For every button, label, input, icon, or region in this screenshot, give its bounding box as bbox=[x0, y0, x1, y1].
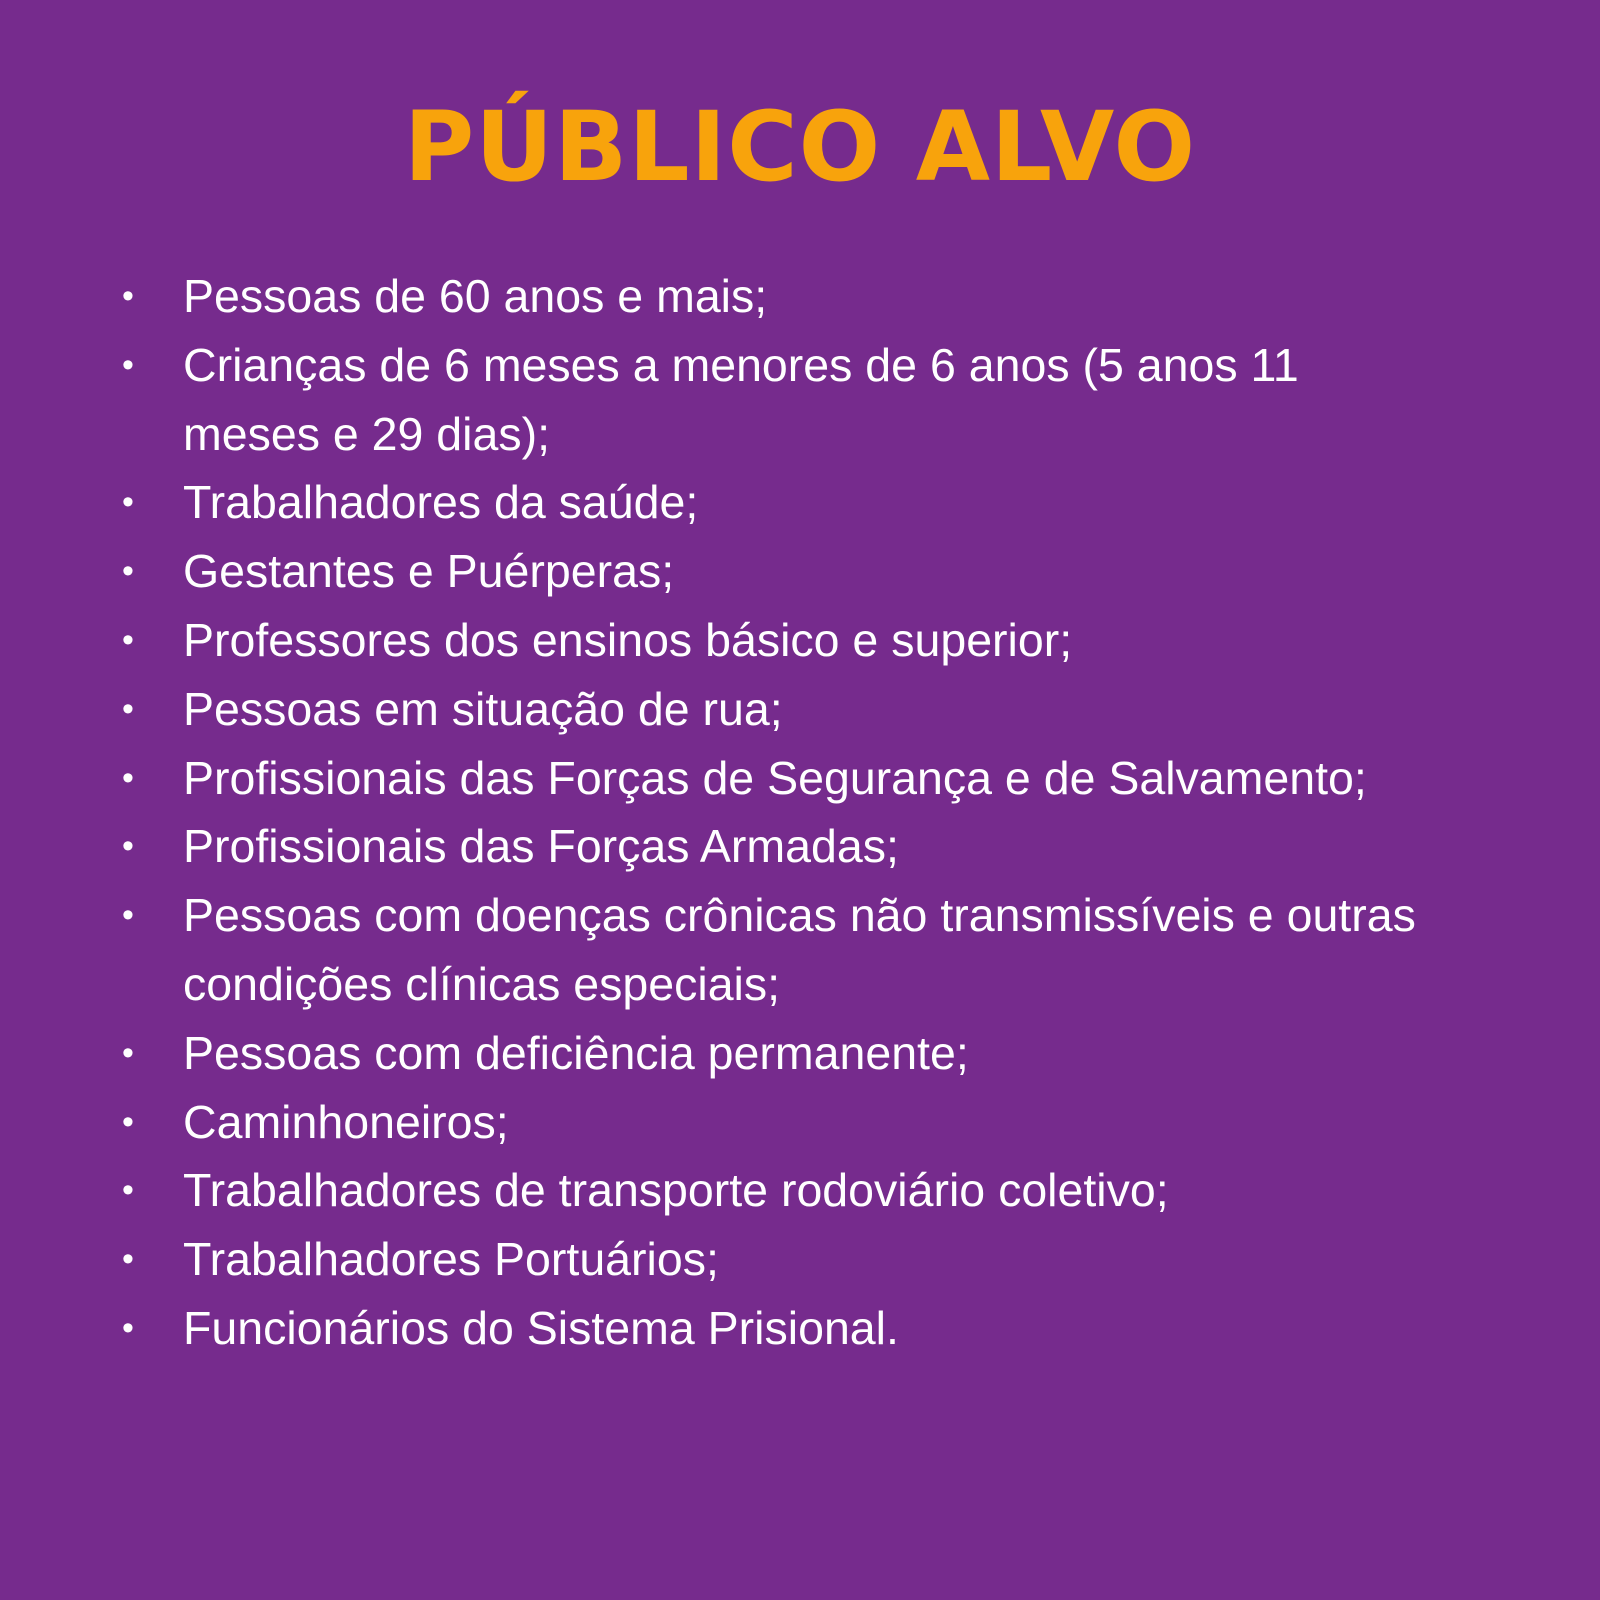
bullet-icon: • bbox=[122, 1171, 134, 1210]
list-item-text: Pessoas em situação de rua; bbox=[183, 682, 783, 735]
list-item bbox=[122, 1294, 1442, 1363]
list-item-text: Caminhoneiros; bbox=[183, 1095, 509, 1148]
list-item-text: Pessoas com doenças crônicas não transmissíveis e outras condições clínicas especiais; bbox=[183, 889, 1416, 1010]
list-item bbox=[122, 331, 1442, 469]
list-item-text: Gestantes e Puérperas; bbox=[183, 545, 675, 598]
list-item-text: Trabalhadores da saúde; bbox=[183, 476, 699, 529]
list-item bbox=[122, 812, 1442, 881]
bullet-icon: • bbox=[122, 1308, 134, 1347]
bullet-icon: • bbox=[122, 1240, 134, 1279]
bullet-icon: • bbox=[122, 483, 134, 522]
bullet-icon: • bbox=[122, 758, 134, 797]
bullet-icon: • bbox=[122, 896, 134, 935]
list-item bbox=[122, 881, 1442, 1019]
bullet-icon: • bbox=[122, 620, 134, 659]
target-audience-list bbox=[122, 262, 1442, 1363]
list-item-text: Funcionários do Sistema Prisional. bbox=[183, 1301, 899, 1354]
bullet-icon: • bbox=[122, 689, 134, 728]
bullet-icon: • bbox=[122, 345, 134, 384]
list-item bbox=[122, 537, 1442, 606]
list-item-text: Profissionais das Forças Armadas; bbox=[183, 820, 899, 873]
list-item-text: Trabalhadores Portuários; bbox=[183, 1233, 719, 1286]
bullet-icon: • bbox=[122, 1102, 134, 1141]
list-item bbox=[122, 262, 1442, 331]
list-item bbox=[122, 468, 1442, 537]
list-item-text: Trabalhadores de transporte rodoviário coletivo; bbox=[183, 1164, 1169, 1217]
list-item bbox=[122, 606, 1442, 675]
list-item-text: Pessoas de 60 anos e mais; bbox=[183, 270, 768, 322]
list-item-text: Crianças de 6 meses a menores de 6 anos (5 anos 11 meses e 29 dias); bbox=[183, 338, 1299, 460]
list-item bbox=[122, 1225, 1442, 1294]
list-item bbox=[122, 744, 1442, 813]
bullet-icon: • bbox=[122, 277, 134, 315]
page-title: PÚBLICO ALVO bbox=[403, 91, 1197, 203]
bullet-icon: • bbox=[122, 827, 134, 866]
list-item bbox=[122, 675, 1442, 744]
list-item-text: Profissionais das Forças de Segurança e de Salvamento; bbox=[183, 751, 1367, 804]
list-item-text: Pessoas com deficiência permanente; bbox=[183, 1026, 969, 1079]
list-item bbox=[122, 1019, 1442, 1088]
list-item-text: Professores dos ensinos básico e superior; bbox=[183, 613, 1073, 666]
bullet-icon: • bbox=[122, 1033, 134, 1072]
list-item bbox=[122, 1088, 1442, 1157]
list-item bbox=[122, 1156, 1442, 1225]
bullet-icon: • bbox=[122, 552, 134, 591]
